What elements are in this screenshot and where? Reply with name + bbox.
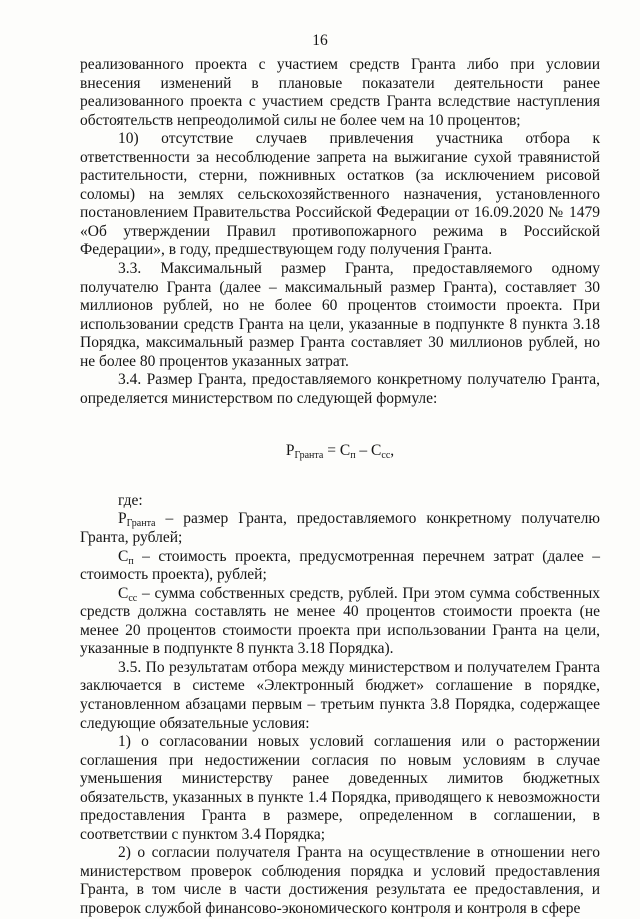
formula-equals: =: [323, 442, 340, 460]
formula-minus: –: [355, 442, 372, 460]
definition-symbol: С: [118, 584, 129, 602]
formula-cost-subscript: п: [350, 450, 356, 462]
definition-text: – размер Гранта, предоставляемого конкретному получателю Гранта, рублей;: [80, 510, 600, 547]
formula-lhs: P: [285, 442, 295, 460]
where-label: где:: [118, 491, 143, 509]
definition-own-funds: [80, 585, 600, 659]
paragraph-item-10: 10) отсутствие случаев привлечения участника отбора к ответственности за несоблюдение запрета на выжигание сухой травянистой растительности, стерни, пожнивных остатков (за исключением рисовой соломы) на землях сельскохозяйственного назначения, установленного постановлением Правительства Российской Федерации от 16.09.2020 № 1479 «Об утверждении Правил противопожарного режима в Российской Федерации», в году, предшествующем году получения Гранта.: [80, 130, 600, 259]
condition-item-1: 1) о согласовании новых условий соглашения или о расторжении соглашения при недостижении согласия по новым условиям в случае уменьшения министерству ранее доведенных лимитов бюджетных обязательств, указанных в пункте 1.4 Порядка, приводящего к невозможности предоставления Гранта в размере, определенном в соглашении, в соответствии с пунктом 3.4 Порядка;: [80, 733, 600, 843]
formula-tail: ,: [390, 442, 395, 460]
paragraph-continuation: реализованного проекта с участием средств Гранта либо при условии внесения изменений в плановые показатели деятельности ранее реализованного проекта с участием средств Гранта вследствие наступления обстоятельств непреодолимой силы не более чем на 10 процентов;: [80, 56, 600, 129]
definition-text: – сумма собственных средств, рублей. При этом сумма собственных средств должна составлять не менее 40 процентов стоимости проекта (не менее 20 процентов стоимости проекта при использовании Гранта на цели, указанные в подпункте 8 пункта 3.18 Порядка).: [80, 584, 600, 658]
definition-subscript: п: [128, 555, 134, 567]
grant-formula: [80, 442, 600, 461]
definition-text: – стоимость проекта, предусмотренная перечнем затрат (далее – стоимость проекта), рублей;: [80, 547, 600, 584]
definition-symbol: С: [118, 547, 129, 565]
page-number: 16: [312, 32, 328, 49]
condition-item-2: 2) о согласии получателя Гранта на осуществление в отношении него министерством проверок соблюдения порядка и условий предоставления Гранта, в том числе в части достижения результата ее предоставления, и проверок службой финансово-экономического контроля и контроля в сфере: [80, 844, 600, 917]
paragraph-3-4: 3.4. Размер Гранта, предоставляемого конкретному получателю Гранта, определяется министерством по следующей формуле:: [80, 371, 600, 407]
formula-own-funds-symbol: С: [371, 442, 382, 460]
formula-cost-symbol: С: [339, 442, 351, 460]
definition-subscript: сс: [128, 592, 138, 604]
document-body: [80, 56, 600, 919]
formula-lhs-subscript: Гранта: [294, 450, 324, 462]
formula-own-funds-subscript: сс: [381, 450, 391, 462]
definition-grant-size: [80, 510, 600, 547]
paragraph-3-5: 3.5. По результатам отбора между министерством и получателем Гранта заключается в системе «Электронный бюджет» соглашение в порядке, установленном абзацами первым – третьим пункта 3.8 Порядка, содержащее следующие обязательные условия:: [80, 658, 600, 732]
definition-subscript: Гранта: [126, 518, 156, 530]
definition-symbol: P: [118, 510, 127, 528]
definition-project-cost: [80, 548, 600, 585]
paragraph-3-3: 3.3. Максимальный размер Гранта, предоставляемого одному получателю Гранта (далее – максимальный размер Гранта), составляет 30 миллионов рублей, но не более 60 процентов стоимости проекта. При использовании средств Гранта на цели, указанные в подпункте 8 пункта 3.18 Порядка, максимальный размер Гранта составляет 30 миллионов рублей, но не более 80 процентов указанных затрат.: [80, 260, 600, 370]
